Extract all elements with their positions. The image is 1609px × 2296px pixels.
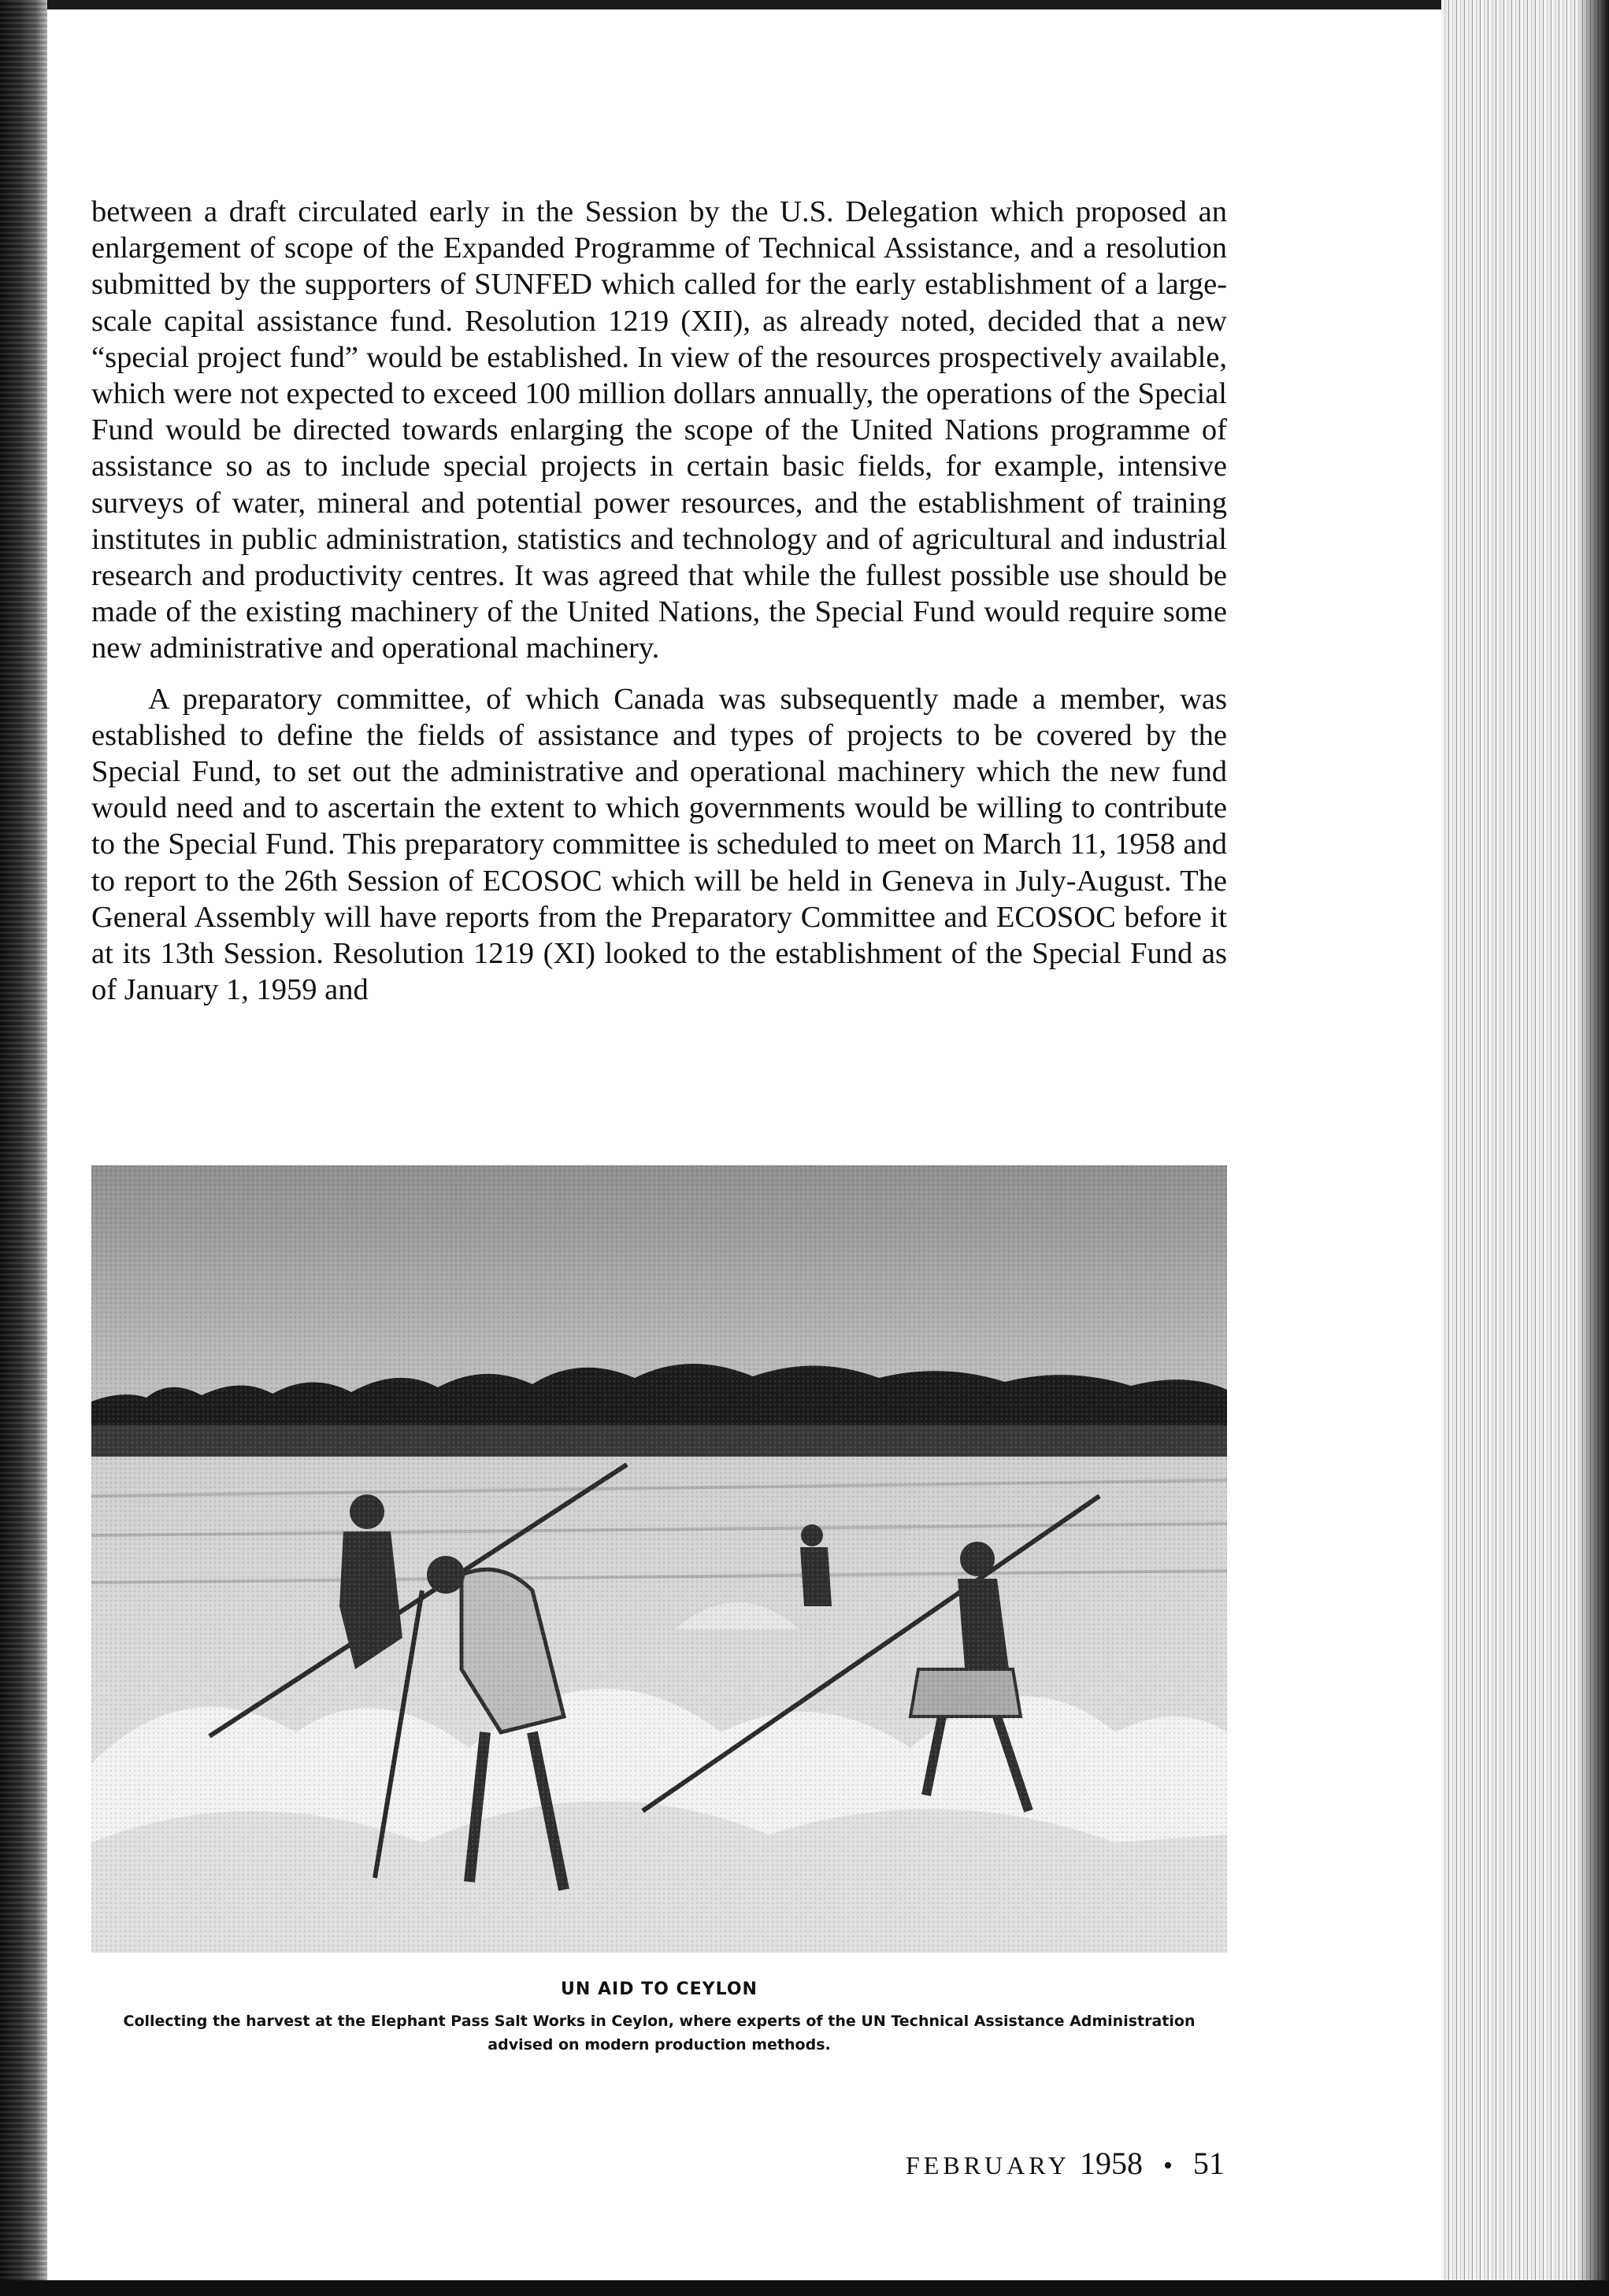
footer-month: FEBRUARY (906, 2151, 1070, 2179)
scan-page-stack-edge (1441, 0, 1609, 2296)
footer-separator: • (1162, 2151, 1173, 2180)
paragraph-1: between a draft circulated early in the Session by the U.S. Delegation which proposed an enlargement of scope of the Expanded Programme of Technical Assistance, and a resolution submitted by the supporters of SUNFED which called for the early establishment of a large-scale capital assistance fund. Resolution 1219 (XII), as already noted, decided that a new “special project fund” would be established. In view of the resources prospectively available, which were not expected to exceed 100 million dollars annually, the operations of the Special Fund would be directed towards enlarging the scope of the United Nations programme of assistance so as to include special projects in certain basic fields, for example, intensive surveys of water, mineral and potential power resources, and the establishment of training institutes in public administration, statistics and technology and of agricultural and industrial research and productivity centres. It was agreed that while the fullest possible use should be made of the existing machinery of the United Nations, the Special Fund would require some new administrative and operational machinery. (91, 195, 1227, 665)
scan-top-edge (0, 0, 1609, 9)
article-body (91, 194, 1227, 1008)
caption-title: UN AID TO CEYLON (561, 1979, 758, 1999)
salt-works-photo (91, 1165, 1227, 1953)
page-footer (906, 2146, 1315, 2183)
caption-text: Collecting the harvest at the Elephant Pass Salt Works in Ceylon, where experts of the UN Technical Assistance Administration advised on modern production methods. (123, 2013, 1196, 2053)
paragraph-2: A preparatory committee, of which Canada was subsequently made a member, was established to define the fields of assistance and types of projects to be covered by the Special Fund, to set out the administrative and operational machinery which the new fund would need and to ascertain the extent to which governments would be willing to contribute to the Special Fund. This preparatory committee is scheduled to meet on March 11, 1958 and to report to the 26th Session of ECOSOC which will be held in Geneva in July-August. The General Assembly will have reports from the Preparatory Committee and ECOSOC before it at its 13th Session. Resolution 1219 (XI) looked to the establishment of the Special Fund as of January 1, 1959 and (91, 682, 1227, 1007)
scan-bottom-edge (0, 2280, 1609, 2296)
photo-caption (91, 1978, 1227, 2057)
scan-binding-edge (0, 0, 47, 2296)
footer-year: 1958 (1079, 2146, 1143, 2181)
page-number: 51 (1192, 2146, 1225, 2181)
